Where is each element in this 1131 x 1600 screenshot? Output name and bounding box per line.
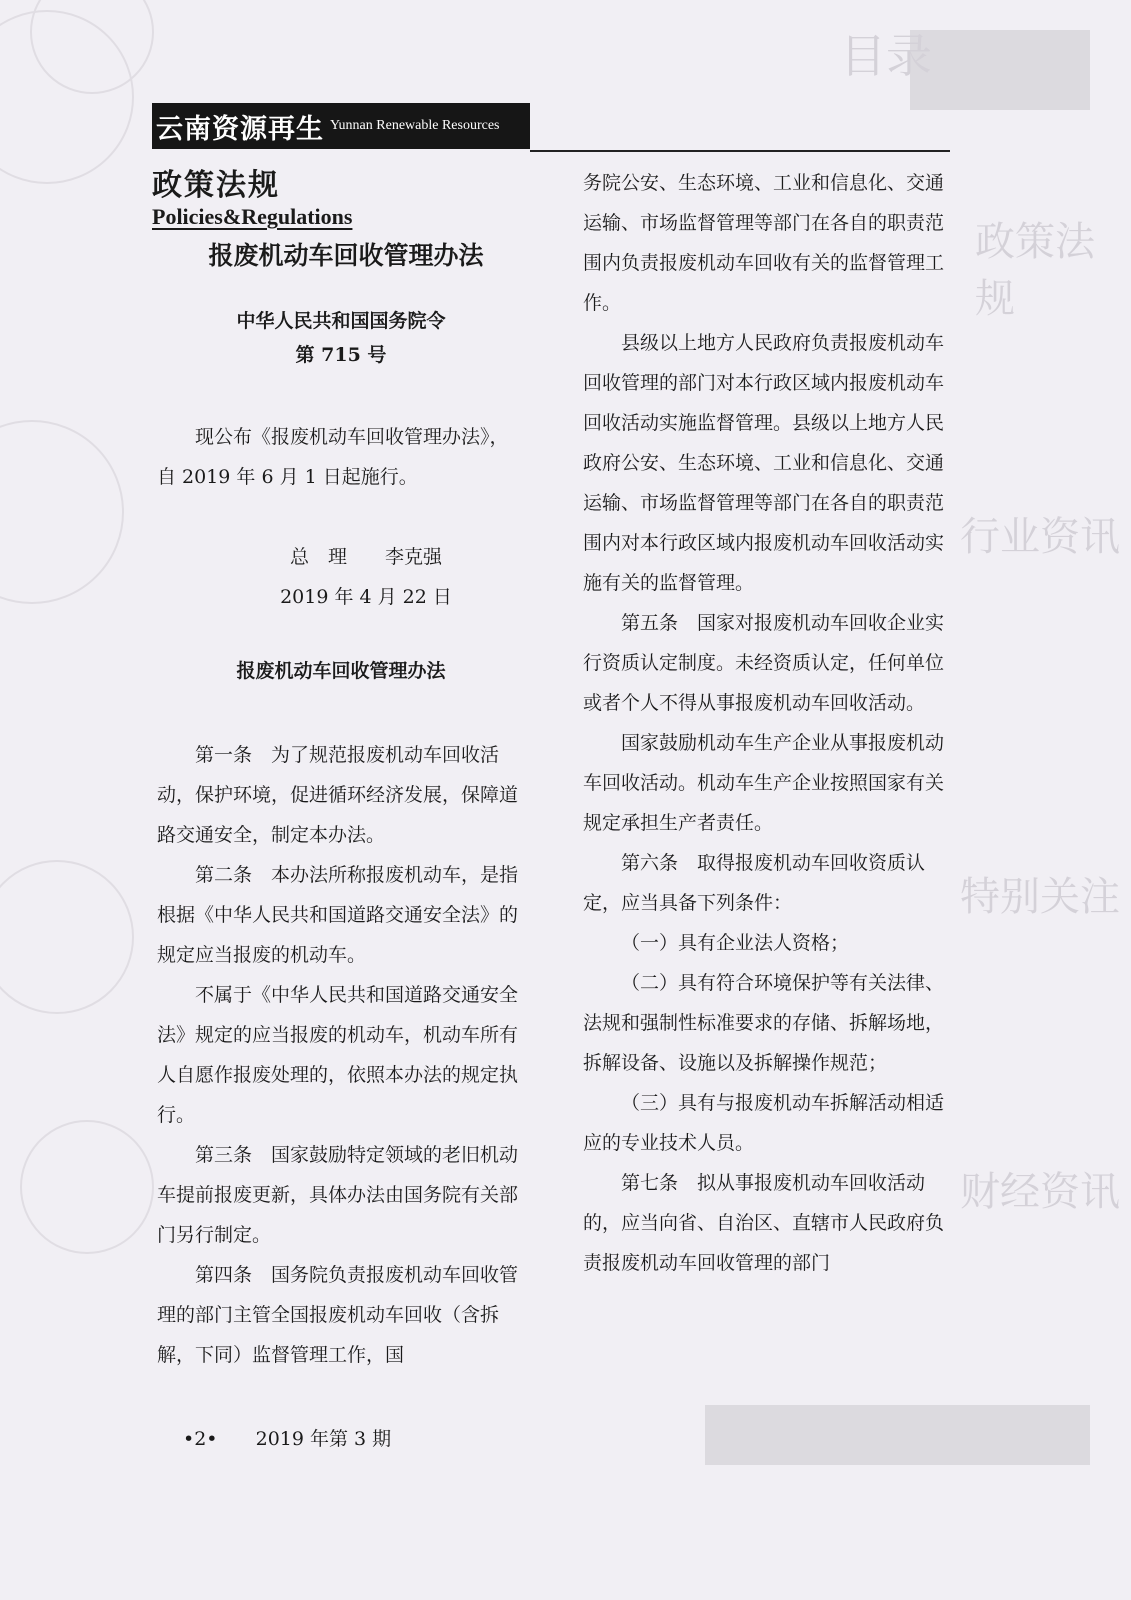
- article-7: 第七条 拟从事报废机动车回收活动的，应当向省、自治区、直辖市人民政府负责报废机动车回收管理的部门: [583, 1172, 945, 1274]
- promulgation-text: 现公布《报废机动车回收管理办法》，自 2019 年 6 月 1 日起施行。: [157, 426, 509, 488]
- header-rule: [530, 150, 950, 152]
- article-6-item-2: （二）具有符合环境保护等有关法律、法规和强制性标准要求的存储、拆解场地，拆解设备、设施以及拆解操作规范；: [583, 972, 945, 1074]
- article-1: 第一条 为了规范报废机动车回收活动，保护环境，促进循环经济发展，保障道路交通安全，制定本办法。: [157, 744, 519, 846]
- article-6: 第六条 取得报废机动车回收资质认定，应当具备下列条件：: [583, 852, 926, 914]
- decree-issuer: 中华人民共和国国务院令: [236, 310, 446, 332]
- show-through-block: [705, 1405, 1090, 1465]
- signature: 总 理 李克强: [289, 546, 442, 568]
- decorative-circle: [0, 860, 134, 1014]
- section-title-english: Policies&Regulations: [152, 204, 353, 229]
- article-5: 第五条 国家对报废机动车回收企业实行资质认定制度。未经资质认定，任何单位或者个人不得从事报废机动车回收活动。: [583, 612, 945, 714]
- decree-number: 第 715 号: [295, 344, 387, 366]
- article-5-paragraph-2: 国家鼓励机动车生产企业从事报废机动车回收活动。机动车生产企业按照国家有关规定承担生产者责任。: [583, 732, 945, 834]
- article-4-continued: 务院公安、生态环境、工业和信息化、交通运输、市场监督管理等部门在各自的职责范围内负责报废机动车回收有关的监督管理工作。: [583, 172, 945, 314]
- masthead: [152, 103, 530, 149]
- show-through-text: 财经资讯: [960, 1169, 1120, 1215]
- article-4-paragraph-2: 县级以上地方人民政府负责报废机动车回收管理的部门对本行政区域内报废机动车回收活动实施监督管理。县级以上地方人民政府公安、生态环境、工业和信息化、交通运输、市场监督管理等部门在各自的职责范围内对本行政区域内报废机动车回收活动实施有关的监督管理。: [583, 332, 945, 594]
- signing-date: 2019 年 4 月 22 日: [280, 586, 452, 608]
- left-column: [157, 232, 525, 1375]
- show-through-text: 目录: [840, 29, 932, 83]
- show-through-text: 行业资讯: [960, 514, 1120, 560]
- article-3: 第三条 国家鼓励特定领域的老旧机动车提前报废更新，具体办法由国务院有关部门另行制定。: [157, 1144, 519, 1246]
- show-through-block: [910, 30, 1090, 110]
- issue-label: 2019 年第 3 期: [255, 1428, 392, 1450]
- show-through-text: 政策法规: [975, 219, 1095, 322]
- page-footer: [183, 1424, 391, 1451]
- right-column: [583, 163, 953, 1283]
- brand-title: 云南资源再生: [156, 113, 324, 145]
- decorative-circle: [0, 420, 124, 604]
- brand-subtitle: Yunnan Renewable Resources: [330, 118, 500, 133]
- page-number: •2•: [183, 1428, 218, 1450]
- show-through-text: 特别关注: [960, 874, 1120, 920]
- article-2-paragraph-2: 不属于《中华人民共和国道路交通安全法》规定的应当报废的机动车，机动车所有人自愿作报废处理的，依照本办法的规定执行。: [157, 984, 519, 1126]
- article-2: 第二条 本办法所称报废机动车，是指根据《中华人民共和国道路交通安全法》的规定应当报废的机动车。: [157, 864, 519, 966]
- article-6-item-3: （三）具有与报废机动车拆解活动相适应的专业技术人员。: [583, 1092, 945, 1154]
- section-title: 政策法规: [152, 168, 280, 203]
- article-6-item-1: （一）具有企业法人资格；: [621, 932, 850, 954]
- document-subtitle: 报废机动车回收管理办法: [236, 660, 446, 682]
- decorative-circle: [20, 1120, 154, 1254]
- article-4: 第四条 国务院负责报废机动车回收管理的部门主管全国报废机动车回收（含拆解，下同）监督管理工作，国: [157, 1264, 519, 1366]
- document-title: 报废机动车回收管理办法: [208, 241, 484, 270]
